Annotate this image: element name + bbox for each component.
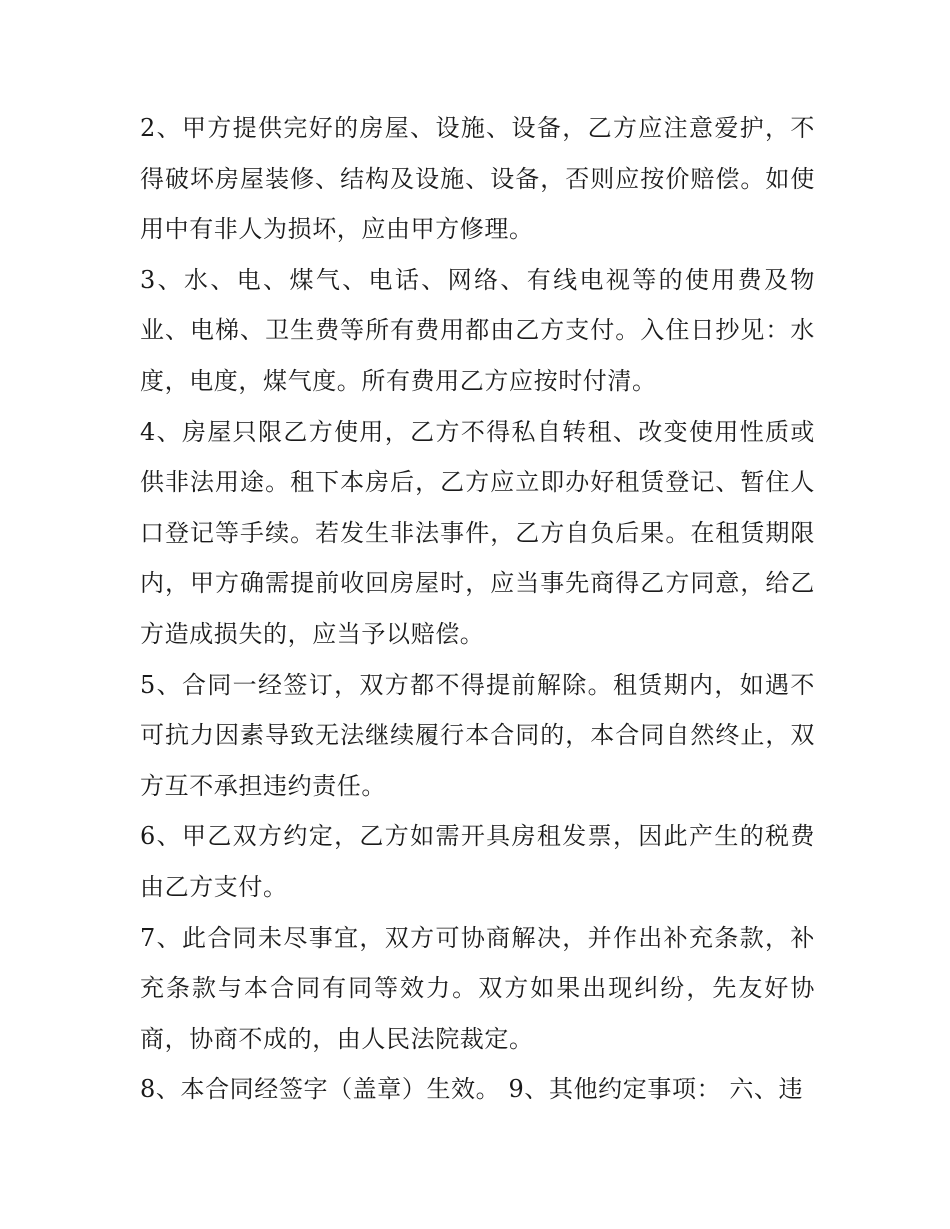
clause-4: 4、房屋只限乙方使用，乙方不得私自转租、改变使用性质或供非法用途。租下本房后，乙方应立即办好租赁登记、暂住人口登记等手续。若发生非法事件，乙方自负后果。在租赁期限内，甲方确需提前收回房屋时，应当事先商得乙方同意，给乙方造成损失的，应当予以赔偿。 xyxy=(140,417,815,648)
clause-5: 5、合同一经签订，双方都不得提前解除。租赁期内，如遇不可抗力因素导致无法继续履行本合同的，本合同自然终止，双方互不承担违约责任。 xyxy=(140,670,815,800)
clause-2: 2、甲方提供完好的房屋、设施、设备，乙方应注意爱护，不得破坏房屋装修、结构及设施、设备，否则应按价赔偿。如使用中有非人为损坏，应由甲方修理。 xyxy=(140,114,815,244)
clause-6: 6、甲乙双方约定，乙方如需开具房租发票，因此产生的税费由乙方支付。 xyxy=(140,822,815,901)
document-body xyxy=(140,103,815,1115)
clause-8: 8、本合同经签字（盖章）生效。 9、其他约定事项： 六、违 xyxy=(140,1075,804,1104)
clause-7: 7、此合同未尽事宜，双方可协商解决，并作出补充条款，补充条款与本合同有同等效力。双方如果出现纠纷，先友好协商，协商不成的，由人民法院裁定。 xyxy=(140,923,815,1053)
clause-3: 3、水、电、煤气、电话、网络、有线电视等的使用费及物业、电梯、卫生费等所有费用都由乙方支付。入住日抄见：水度，电度，煤气度。所有费用乙方应按时付清。 xyxy=(140,265,815,395)
